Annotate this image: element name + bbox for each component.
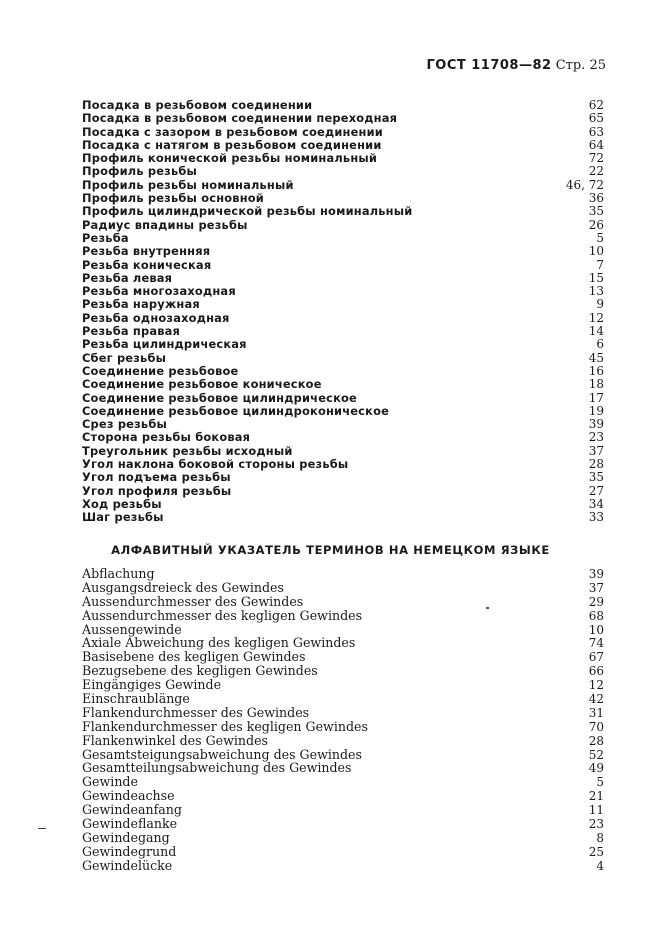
page-header	[426, 58, 606, 73]
index-term: Угол профиля резьбы	[82, 483, 232, 498]
index-page-ref: 33	[588, 510, 604, 525]
index-entry	[82, 338, 605, 351]
index-page-ref: 16	[588, 363, 604, 378]
index-term: Посадка в резьбовом соединении переходная	[82, 111, 398, 126]
index-page-ref: 62	[588, 98, 604, 112]
index-entry	[82, 650, 605, 664]
index-entry	[82, 392, 605, 405]
index-page-ref: 45	[588, 350, 604, 365]
index-page-ref: 39	[588, 567, 604, 581]
index-entry	[82, 139, 605, 152]
index-page-ref: 68	[588, 608, 604, 623]
index-entry	[82, 245, 605, 258]
index-page-ref: 26	[588, 217, 604, 232]
print-speck	[486, 607, 489, 609]
index-page-ref: 14	[588, 324, 604, 339]
index-page-ref: 8	[596, 830, 604, 845]
index-term: Ausgangsdreieck des Gewindes	[82, 579, 284, 595]
index-term: Посадка в резьбовом соединении	[82, 98, 313, 112]
index-entry	[82, 845, 605, 859]
index-page-ref: 28	[588, 733, 604, 748]
index-page-ref: 37	[588, 443, 604, 458]
index-entry	[82, 831, 605, 845]
index-term: Резьба правая	[82, 324, 181, 339]
index-term: Gewinde	[82, 774, 138, 790]
index-page-ref: 70	[588, 719, 604, 734]
index-entry	[82, 352, 605, 365]
index-entry	[82, 609, 605, 623]
german-terms-index	[82, 567, 605, 873]
index-entry	[82, 636, 605, 650]
index-entry	[82, 761, 605, 775]
index-entry	[82, 458, 605, 471]
index-page-ref: 49	[588, 761, 604, 776]
index-term: Резьба цилиндрическая	[82, 337, 247, 352]
index-term: Соединение резьбовое цилиндроконическое	[82, 403, 390, 418]
index-entry	[82, 720, 605, 734]
index-term: Bezugsebene des kegligen Gewindes	[82, 663, 318, 679]
index-page-ref: 63	[588, 124, 604, 139]
index-term: Flankendurchmesser des Gewindes	[82, 704, 310, 720]
index-term: Радиус впадины резьбы	[82, 217, 248, 232]
index-term: Aussengewinde	[82, 621, 182, 637]
index-page-ref: 11	[588, 803, 604, 818]
index-entry	[82, 734, 605, 748]
index-entry	[82, 259, 605, 272]
index-page-ref: 5	[596, 230, 604, 245]
index-term: Резьба коническая	[82, 257, 212, 272]
index-entry	[82, 664, 605, 678]
index-page-ref: 13	[588, 284, 604, 299]
index-entry	[82, 445, 605, 458]
index-page-ref: 52	[588, 747, 604, 762]
index-entry	[82, 859, 605, 873]
index-term: Профиль конической резьбы номинальный	[82, 151, 378, 166]
index-page-ref: 22	[588, 164, 604, 179]
index-term: Резьба многозаходная	[82, 284, 236, 299]
index-entry	[82, 232, 605, 245]
index-term: Basisebene des kegligen Gewindes	[82, 649, 306, 665]
index-term: Профиль резьбы основной	[82, 191, 264, 206]
index-page-ref: 39	[588, 417, 604, 432]
index-term: Резьба левая	[82, 270, 173, 285]
index-term: Резьба внутренняя	[82, 244, 211, 259]
index-entry	[82, 692, 605, 706]
index-page-ref: 72	[588, 151, 604, 166]
index-page-ref: 37	[588, 580, 604, 595]
index-entry	[82, 511, 605, 524]
index-term: Aussendurchmesser des kegligen Gewindes	[82, 607, 363, 623]
index-page-ref: 10	[588, 622, 604, 637]
index-entry	[82, 179, 605, 192]
index-entry	[82, 498, 605, 511]
index-term: Gesamtteilungsabweichung des Gewindes	[82, 760, 352, 776]
index-entry	[82, 99, 605, 112]
index-term: Gesamtsteigungsabweichung des Gewindes	[82, 746, 362, 762]
index-entry	[82, 485, 605, 498]
index-term: Ход резьбы	[82, 496, 162, 511]
index-entry	[82, 595, 605, 609]
index-page-ref: 4	[596, 858, 604, 873]
index-term: Угол наклона боковой стороны резьбы	[82, 457, 349, 472]
index-page-ref: 15	[588, 270, 604, 285]
index-term: Соединение резьбовое	[82, 363, 239, 378]
index-entry	[82, 431, 605, 444]
index-entry	[82, 325, 605, 338]
index-term: Резьба наружная	[82, 297, 200, 312]
index-page-ref: 65	[588, 111, 604, 126]
index-term: Gewindeachse	[82, 788, 175, 804]
index-term: Соединение резьбовое цилиндрическое	[82, 390, 357, 405]
index-page-ref: 25	[588, 844, 604, 859]
index-term: Axiale Abweichung des kegligen Gewindes	[82, 635, 356, 651]
index-term: Gewindeflanke	[82, 816, 178, 832]
index-page-ref: 5	[596, 775, 604, 790]
index-page-ref: 12	[588, 310, 604, 325]
index-page-ref: 28	[588, 457, 604, 472]
index-entry	[82, 285, 605, 298]
index-entry	[82, 219, 605, 232]
index-term: Профиль резьбы номинальный	[82, 177, 294, 192]
index-page-ref: 66	[588, 664, 604, 679]
index-term: Aussendurchmesser des Gewindes	[82, 593, 304, 609]
index-page-ref: 7	[596, 257, 604, 272]
index-term: Срез резьбы	[82, 417, 167, 432]
index-entry	[82, 272, 605, 285]
index-entry	[82, 623, 605, 637]
index-entry	[82, 378, 605, 391]
index-entry	[82, 775, 605, 789]
index-entry	[82, 312, 605, 325]
index-term: Посадка с натягом в резьбовом соединении	[82, 137, 382, 152]
index-page-ref: 29	[588, 594, 604, 609]
index-page-ref: 17	[588, 390, 604, 405]
index-term: Flankendurchmesser des kegligen Gewindes	[82, 718, 368, 734]
index-term: Flankenwinkel des Gewindes	[82, 732, 269, 748]
index-entry	[82, 405, 605, 418]
index-term: Посадка с зазором в резьбовом соединении	[82, 124, 383, 139]
index-entry	[82, 152, 605, 165]
index-page-ref: 12	[588, 678, 604, 693]
index-entry	[82, 205, 605, 218]
index-page-ref: 31	[588, 705, 604, 720]
index-term: Gewindegang	[82, 829, 170, 845]
index-entry	[82, 817, 605, 831]
index-page-ref: 10	[588, 244, 604, 259]
index-page-ref: 35	[588, 204, 604, 219]
index-term: Резьба	[82, 230, 129, 245]
index-page-ref: 67	[588, 650, 604, 665]
index-page-ref: 35	[588, 470, 604, 485]
index-term: Einschraublänge	[82, 691, 190, 707]
index-entry	[82, 165, 605, 178]
page-number: Стр. 25	[555, 58, 606, 73]
index-entry	[82, 748, 605, 762]
index-page-ref: 36	[588, 191, 604, 206]
index-page-ref: 74	[588, 636, 604, 651]
index-term: Треугольник резьбы исходный	[82, 443, 293, 458]
index-entry	[82, 298, 605, 311]
index-page-ref: 18	[588, 377, 604, 392]
index-term: Gewindelücke	[82, 857, 173, 873]
index-entry	[82, 567, 605, 581]
index-entry	[82, 803, 605, 817]
index-entry	[82, 365, 605, 378]
index-term: Резьба однозаходная	[82, 310, 230, 325]
russian-terms-index	[82, 99, 605, 525]
index-term: Профиль цилиндрической резьбы номинальный	[82, 204, 413, 219]
index-term: Gewindegrund	[82, 843, 177, 859]
index-entry	[82, 678, 605, 692]
index-page-ref: 19	[588, 403, 604, 418]
index-entry	[82, 471, 605, 484]
index-page-ref: 64	[588, 137, 604, 152]
index-page-ref: 6	[596, 337, 604, 352]
index-page-ref: 23	[588, 817, 604, 832]
index-term: Сторона резьбы боковая	[82, 430, 251, 445]
index-page-ref: 9	[596, 297, 604, 312]
index-page-ref: 21	[588, 789, 604, 804]
index-page-ref: 27	[588, 483, 604, 498]
index-entry	[82, 706, 605, 720]
index-entry	[82, 126, 605, 139]
index-term: Сбег резьбы	[82, 350, 167, 365]
index-page-ref: 46, 72	[565, 177, 604, 192]
index-page-ref: 23	[588, 430, 604, 445]
index-term: Соединение резьбовое коническое	[82, 377, 322, 392]
index-entry	[82, 418, 605, 431]
index-entry	[82, 581, 605, 595]
index-entry	[82, 192, 605, 205]
index-term: Eingängiges Gewinde	[82, 677, 222, 693]
margin-mark	[38, 828, 46, 829]
index-page-ref: 42	[588, 692, 604, 707]
index-term: Abflachung	[82, 566, 155, 581]
index-term: Gewindeanfang	[82, 802, 182, 818]
index-term: Шаг резьбы	[82, 510, 164, 525]
index-entry	[82, 112, 605, 125]
index-entry	[82, 789, 605, 803]
german-section-title: АЛФАВИТНЫЙ УКАЗАТЕЛЬ ТЕРМИНОВ НА НЕМЕЦКОМ ЯЗЫКЕ	[111, 543, 550, 557]
index-page-ref: 34	[588, 496, 604, 511]
index-term: Угол подъема резьбы	[82, 470, 231, 485]
index-term: Профиль резьбы	[82, 164, 198, 179]
standard-number: ГОСТ 11708—82	[426, 58, 552, 73]
